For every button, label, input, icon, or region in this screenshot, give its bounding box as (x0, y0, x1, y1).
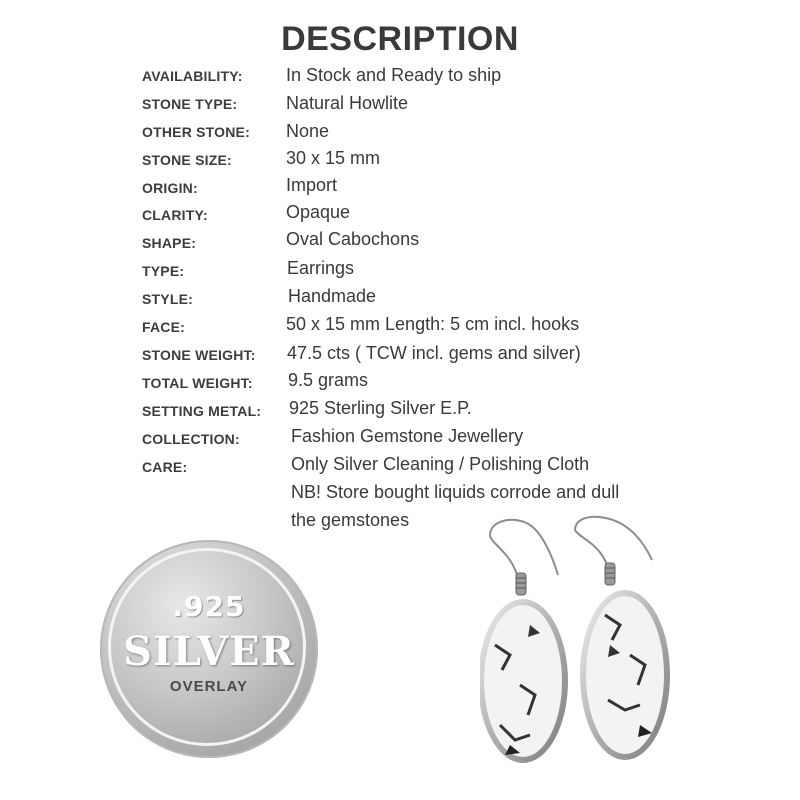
right-earring (575, 517, 670, 760)
spec-label: COLLECTION: (142, 431, 240, 447)
spec-value: 9.5 grams (288, 370, 369, 390)
spec-label: STONE SIZE: (142, 152, 232, 168)
spec-label: ORIGIN: (142, 180, 198, 196)
spec-value: Earrings (287, 258, 355, 278)
spec-value: Handmade (288, 286, 377, 306)
care-note-line: NB! Store bought liquids corrode and dull (291, 482, 620, 502)
spec-label: STONE WEIGHT: (142, 347, 256, 363)
spec-label: SETTING METAL: (142, 403, 262, 419)
badge-type: OVERLAY (169, 678, 249, 695)
spec-label: TYPE: (142, 263, 185, 279)
spec-label: SHAPE: (142, 235, 197, 251)
spec-value: In Stock and Ready to ship (286, 65, 502, 85)
spec-value: Oval Cabochons (286, 229, 420, 249)
spec-value: Fashion Gemstone Jewellery (291, 426, 524, 446)
spec-value: Only Silver Cleaning / Polishing Cloth (291, 454, 590, 474)
spec-value: Import (286, 175, 338, 195)
spec-value: Opaque (286, 202, 351, 222)
left-earring (480, 520, 568, 763)
spec-label: TOTAL WEIGHT: (142, 375, 253, 391)
spec-value: 925 Sterling Silver E.P. (289, 398, 472, 418)
spec-label: CARE: (142, 459, 188, 475)
spec-value: 50 x 15 mm Length: 5 cm incl. hooks (286, 314, 580, 334)
howlite-earrings-image (480, 515, 680, 785)
spec-value: 30 x 15 mm (286, 148, 381, 168)
page-title: DESCRIPTION (281, 20, 519, 58)
badge-metal: SILVER (123, 628, 295, 675)
care-note-line: the gemstones (291, 510, 410, 530)
spec-label: STONE TYPE: (142, 96, 238, 112)
spec-label: STYLE: (142, 291, 193, 307)
spec-label: CLARITY: (142, 207, 208, 223)
badge-number: .925 (172, 590, 246, 623)
spec-value: Natural Howlite (286, 93, 409, 113)
spec-value: 47.5 cts ( TCW incl. gems and silver) (287, 343, 581, 363)
spec-label: AVAILABILITY: (142, 68, 243, 84)
spec-label: FACE: (142, 319, 185, 335)
silver-overlay-badge (100, 540, 318, 758)
spec-value: None (286, 121, 330, 141)
spec-label: OTHER STONE: (142, 124, 250, 140)
